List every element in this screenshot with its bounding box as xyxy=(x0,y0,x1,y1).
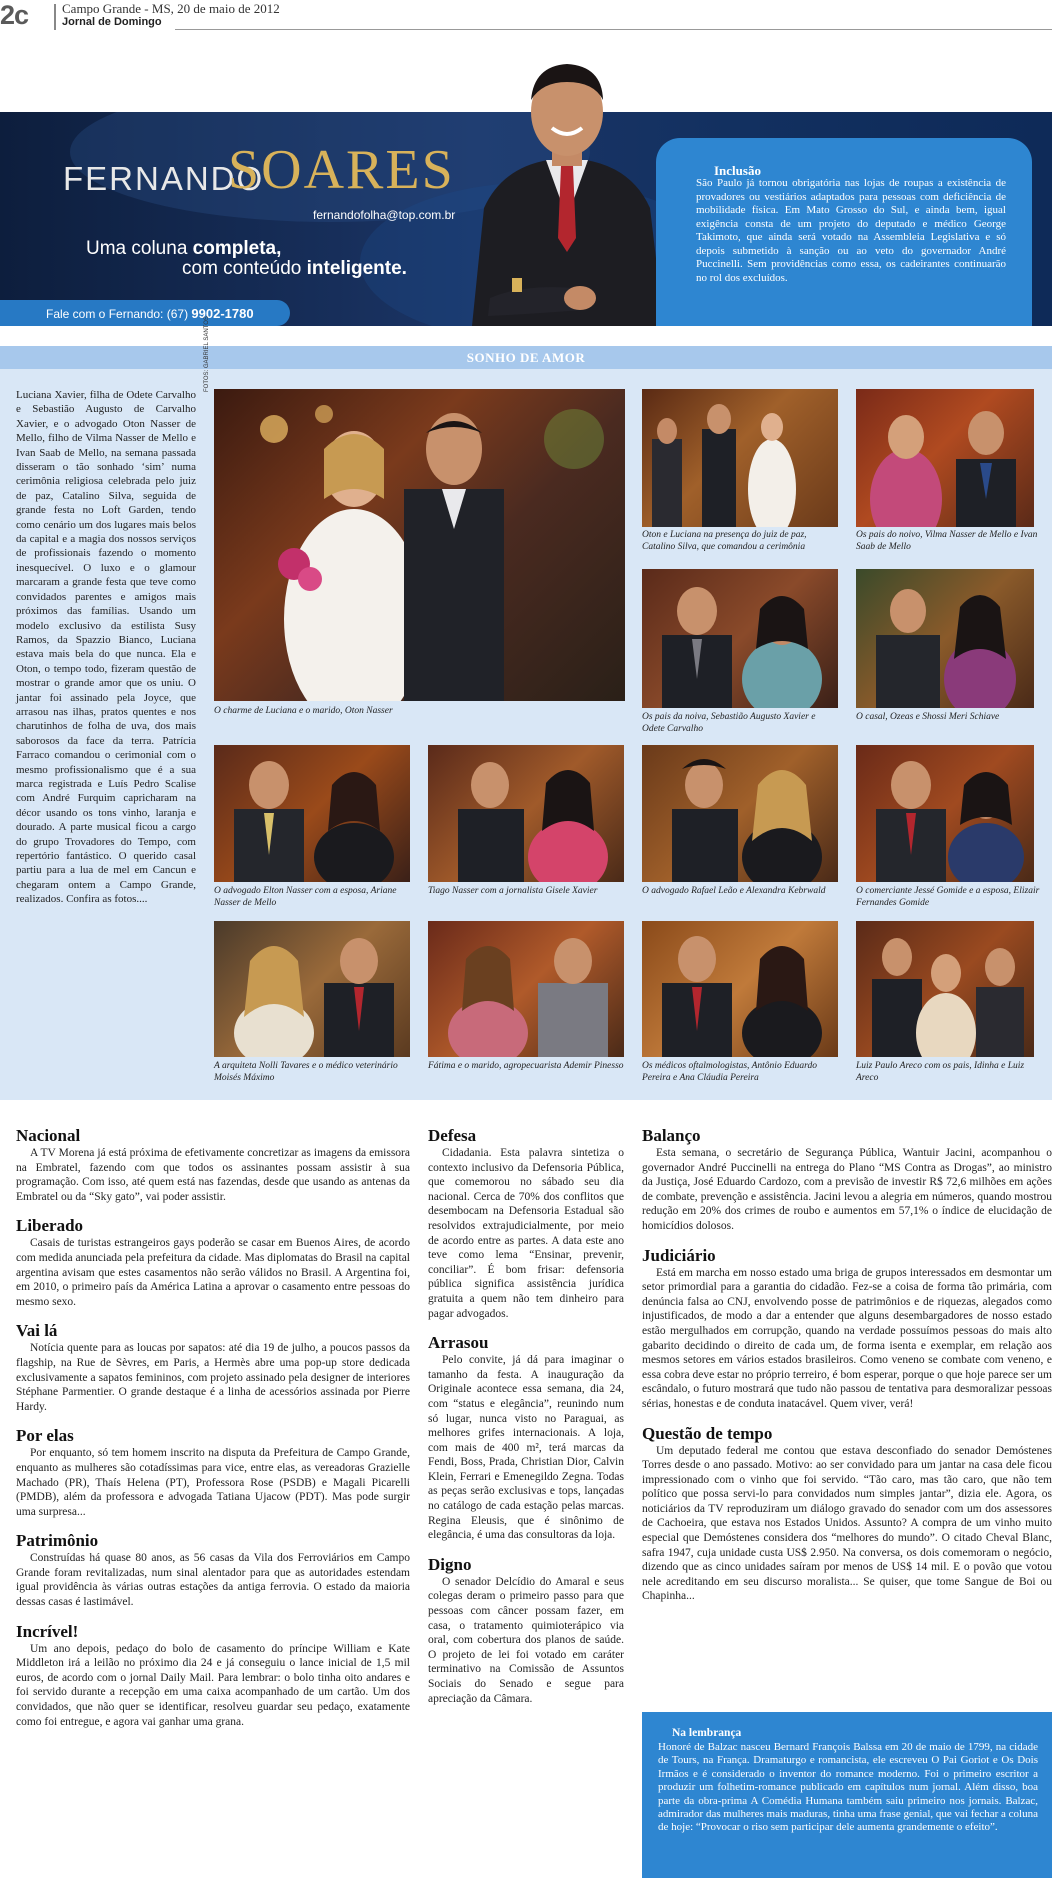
header-paper-name: Jornal de Domingo xyxy=(62,16,162,28)
slogan-line-1: Uma coluna completa, xyxy=(86,238,282,259)
caption-groom-parents: Os pais do noivo, Vilma Nasser de Mello e Ivan Saab de Mello xyxy=(856,530,1038,552)
photo-credit: FOTOS: GABRIEL SANTOS xyxy=(204,316,210,392)
contact-phone[interactable]: Fale com o Fernando: (67) 9902-1780 xyxy=(46,306,254,321)
photo-rafael-alexandra xyxy=(642,745,838,882)
article-judiciario: Judiciário Está em marcha em nosso estado uma briga de grupos interessados em desmontar um setor primordial para a garantia do cidadão. Fez-se a coisa de forma tão primária, com denúncia falsa ao CNJ, envolvendo posse de patrimônios e de riquezas, alegados como injustificados, de modo a dar a entender que alguns desembargadores de nosso estado estão mergulhados em corrupção, quando na verdade possuímos pessoas do mais alto gabarito decidindo o direito de cada um, de forma isenta e exemplar, em relação aos mesmos setores em vários estados brasileiros. Como veneno se combate com veneno, e essa cobra deve estar no próprio terreiro, é bom esperar, porque o que hoje parece ser um escândalo, o futuro mostrará que tudo não passou de tentativa para desmoralizar pessoas sérias, honestas e de conduta inatacável. Quem viver, verá! xyxy=(642,1245,1052,1410)
article-questao-de-tempo: Questão de tempo Um deputado federal me contou que estava desconfiado do senador Demóstenes Torres desde o ano passado. Motivo: ao ser convidado para um jantar na casa dele ficou impressionado com o vinho que foi servido. “Tão caro, mas tão caro, que não tem político que possa servi-lo para convidados num simples jantar”, dizia ele. Agora, os noticiários da TV reproduziram um diálogo gravado do senador com um dos assessores de Cachoeira, que estava nos Estados Unidos. Assunto? A compra de um vinho muito especial que Demóstenes considera dos “melhores do mundo”. O citado Cheval Blanc, safra 1947, cuja unidade custa US$ 2.950. Na conversa, os dois comemoram o negócio, dizendo que as cinco unidades saíram por menos de US$ 14 mil. E o povão que votou nele acreditando em seu discurso moralista... Se quiser, que tome Sangue de Boi ou Chapinha... xyxy=(642,1423,1052,1603)
photo-jesse-elizair xyxy=(856,745,1034,882)
header-divider xyxy=(54,4,56,30)
header-city-date: Campo Grande - MS, 20 de maio de 2012 xyxy=(62,1,280,16)
caption-tiago-gisele: Tiago Nasser com a jornalista Gisele Xavier xyxy=(428,886,598,896)
caption-jesse-elizair: O comerciante Jessé Gomide e a esposa, Elizair Fernandes Gomide xyxy=(856,886,1040,908)
photo-fatima-ademir xyxy=(428,921,624,1057)
photo-couple-ozeas xyxy=(856,569,1034,708)
photo-luiz-areco xyxy=(856,921,1034,1057)
article-digno: Digno O senador Delcídio do Amaral e seus colegas deram o primeiro passo para que pessoas com câncer possam fazer, em casa, o tratamento quimioterápico via oral, com cobertura dos planos de saúde. O projeto de lei foi votado em caráter terminativo na Comissão de Assuntos Sociais do Senado e segue para apreciação da Câmara. xyxy=(428,1554,624,1705)
columnist-first-name: FERNANDO xyxy=(63,160,265,197)
article-liberado: Liberado Casais de turistas estrangeiros gays poderão se casar em Buenos Aires, de acordo com medida anunciada pela prefeitura da cidade. Mas diplomatas do Brasil na capital argentina avisam que estes casamentos não serão válidos no Brasil. A Argentina foi, em 2010, o primeiro país da América Latina a aprovar o casamento entre pessoas do mesmo sexo. xyxy=(16,1216,410,1308)
photo-bride-parents xyxy=(642,569,838,708)
photo-couple-main xyxy=(214,389,625,701)
photo-groom-parents xyxy=(856,389,1034,527)
columnist-portrait xyxy=(462,48,672,326)
lembranca-title: Na lembrança xyxy=(672,1727,742,1739)
caption-main: O charme de Luciana e o marido, Oton Nasser xyxy=(214,706,393,716)
caption-fatima-ademir: Fátima e o marido, agropecuarista Ademir Pinesso xyxy=(428,1061,624,1071)
section-lead-text: Luciana Xavier, filha de Odete Carvalho e Sebastião Augusto de Carvalho Xavier, e o advogado Oton Nasser de Mello, filho de Vilma Nasser de Mello e Ivan Saab de Mello, na semana passada disseram o tão sonhado ‘sim’ numa cerimônia religiosa celebrada pelo juiz de paz, Catalino Silva, seguida de grande festa no Loft Garden, tendo como cenário um dos lugares mais belos da capital e a magia dos nossos serviços de profissionais fazendo o momento inesquecível. O luxo e o glamour marcaram a grande festa que teve como convidados parentes e amigos mais próximos das famílias. Usando um modelo exclusivo da estilista Susy Ramos, da Spazzio Bianco, Luciana estava mais bela do que nunca. Ela e Oton, o tempo todo, fizeram questão de mostrar o grande amor que os uniu. O jantar foi assinado pela Joyce, que arrasou nas ilhas, pratos quentes e nos charutinhos de folha de uva, dos mais saborosos da face da terra. Patrícia Farraco comandou o cerimonial com o mesmo profissionalismo que é a sua marca registrada e Luís Pedro Scalise com André Furquim capricharam na décor usando os tons vinho, laranja e dourado. A parte musical ficou a cargo do grupo Trovadores do Tempo, com repertório fantástico. O querido casal partiu para a lua de mel em Cancun e chegaram ontem a Campo Grande, realizados. Confira as fotos.... xyxy=(16,389,196,906)
inclusion-text: São Paulo já tornou obrigatória nas lojas de roupas a existência de provadores ou vestiários adaptados para pessoas com deficiência de mobilidade física. Em Mato Grosso do Sul, e ainda bem, igual exigência consta de um projeto do deputado e médico George Takimoto, que ainda será votado na Assembleia Legislativa e só depois submetido à sanção ou ao veto do governador André Puccinelli. Sem providências como essa, os cadeirantes continuarão no rol dos excluídos. xyxy=(696,177,1006,284)
article-balanco: Balanço Esta semana, o secretário de Segurança Pública, Wantuir Jacini, acompanhou o governador André Puccinelli na entrega do Plano “MS Contra as Drogas”, ao ministro da Justiça, José Eduardo Cardozo, com a previsão de investir R$ 72,6 milhões em ações de combate, prevenção e assistência. Jacini levou a alegria em números, quando mostrou redução em 20% dos crimes de roubo e aumentos em 57,1% o índice de elucidação de homicídios dolosos. xyxy=(642,1126,1052,1232)
article-incrivel: Incrível! Um ano depois, pedaço do bolo de casamento do príncipe William e Kate Middleton irá a leilão no próximo dia 24 e já conseguiu o lance inicial de 1,5 mil euros, de acordo com o jornal Daily Mail. Para lembrar: o bolo tinha oito andares e foi servido durante a recepção em uma caixa acompanhado de um cartão. Um dos convidados, que não quer se identificar, resolveu guardar seu pedaço, exatamente como foi entregue, e agora vai ganhar uma grana. xyxy=(16,1621,410,1728)
column-2 xyxy=(428,1126,624,1718)
photo-nolli-moises xyxy=(214,921,410,1057)
inclusion-title: Inclusão xyxy=(714,163,761,178)
column-3 xyxy=(642,1126,1052,1616)
caption-luiz-areco: Luiz Paulo Areco com os pais, Idinha e Luiz Areco xyxy=(856,1061,1025,1083)
page-number: 2c xyxy=(0,0,29,30)
photo-tiago-gisele xyxy=(428,745,624,882)
article-arrasou: Arrasou Pelo convite, já dá para imaginar o tamanho da festa. A inauguração da Originale acontece essa semana, dia 24, com “status e elegância”, reunindo num só lugar, nunca visto no Paraguai, as melhores grifes internacionais. A loja, com mais de 400 m², terá marcas da Fendi, Boss, Prada, Christian Dior, Calvin Klein, Ferrari e Emenegildo Zegna. Todas as peças serão exclusivas e tops, lançadas no catálogo de cada estação pelas marcas. Regina Eleusis, que é sinônimo de elegância, é uma das consultoras da loja. xyxy=(428,1333,624,1542)
photo-antonio-ana xyxy=(642,921,838,1057)
caption-nolli-moises: A arquiteta Nolli Tavares e o médico veterinário Moisés Máximo xyxy=(214,1061,398,1083)
caption-bride-parents: Os pais da noiva, Sebastião Augusto Xavier e Odete Carvalho xyxy=(642,712,816,734)
columnist-email[interactable]: fernandofolha@top.com.br xyxy=(313,208,456,222)
article-nacional: Nacional A TV Morena já está próxima de efetivamente concretizar as imagens da emissora na Embratel, fazendo com que todos os assinantes possam assistir à sua programação. Com isso, até quem está nas fazendas, desde que usando as antenas da Embratel ou da “Sky gato”, vai poder assistir. xyxy=(16,1126,410,1203)
header-rule xyxy=(175,29,1052,30)
article-patrimonio: Patrimônio Construídas há quase 80 anos, as 56 casas da Vila dos Ferroviários em Campo Grande foram revitalizadas, num sinal alentador para que as autoridades estendam igual providência às várias outras estações da antiga ferrovia. O estado da maioria dessas casas é lastimável. xyxy=(16,1531,410,1609)
caption-elton-ariane: O advogado Elton Nasser com a esposa, Ariane Nasser de Mello xyxy=(214,886,397,908)
caption-judge: Oton e Luciana na presença do juiz de paz, Catalino Silva, que comandou a cerimônia xyxy=(642,530,807,552)
photo-judge xyxy=(642,389,838,527)
lembranca-text: Honoré de Balzac nasceu Bernard François Balssa em 20 de maio de 1799, na cidade de Tours, na França. Dramaturgo e romancista, ele escreveu O Pai Goriot e Os Dois Irmãos e é considerado o inventor do romance moderno. Foi o primeiro escritor a produzir um folhetim-romance publicado em capítulos num jornal. Além disso, boa parte da obra-prima A Comédia Humana também saiu primeiro nos jornais. Balzac, admirador das mulheres mais maduras, tinha uma frase genial, que vai fechar a coluna de hoje: “Provocar o riso sem participar dele aumenta grandemente o efeito”. xyxy=(658,1741,1038,1834)
slogan-line-2: com conteúdo inteligente. xyxy=(182,258,407,279)
column-1 xyxy=(16,1126,410,1741)
caption-rafael-alexandra: O advogado Rafael Leão e Alexandra Kebrwald xyxy=(642,886,826,896)
section-title: SONHO DE AMOR xyxy=(466,350,586,365)
caption-couple-ozeas: O casal, Ozeas e Shossi Meri Schiave xyxy=(856,712,1000,722)
article-vai-la: Vai lá Notícia quente para as loucas por sapatos: até dia 19 de julho, a poucos passos da flagship, na Rue de Sèvres, em Paris, a Hermès abre uma pop-up store dedicada exclusivamente a sapatos femininos, com projeto assinado pela designer de interiores Stéphane Parmentier. O grande destaque é a linha de acessórios assinada por Pierre Hardy. xyxy=(16,1321,410,1413)
photo-elton-ariane xyxy=(214,745,410,882)
caption-antonio-ana: Os médicos oftalmologistas, Antônio Eduardo Pereira e Ana Cláudia Pereira xyxy=(642,1061,817,1083)
article-defesa: Defesa Cidadania. Esta palavra sintetiza o contexto inclusivo da Defensoria Pública, que comemorou no sábado seu dia nacional. Cerca de 70% dos conflitos que desembocam na Defensoria Estadual são resolvidos extrajudicialmente, por meio de acordo entre as partes. A data este ano teve como lema “Ensinar, prevenir, conciliar”. É bom frisar: defensoria pública significa assistência jurídica gratuita a quem não tem dinheiro para pagar advogados. xyxy=(428,1126,624,1320)
columnist-last-name: SOARES xyxy=(228,139,455,201)
article-por-elas: Por elas Por enquanto, só tem homem inscrito na disputa da Prefeitura de Campo Grande, enquanto as mulheres são cotadíssimas para vice, entre elas, as vereadoras Grazielle Machado (PR), Thaís Helena (PT), Professora Rose (PSDB) e Magali Picarelli (PMDB), além da professora e advogada Tatiana Ujacow (PDT). Mas pode surgir uma surpresa... xyxy=(16,1426,410,1518)
